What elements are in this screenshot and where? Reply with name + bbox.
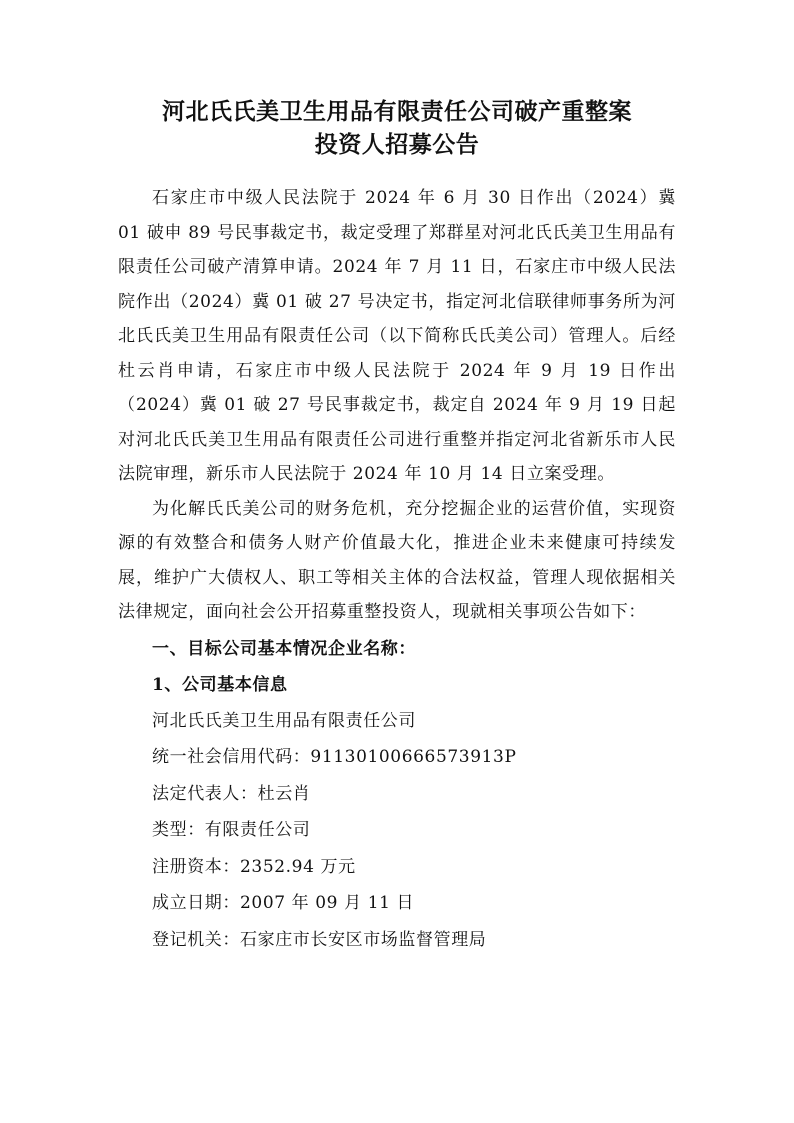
title-line-2: 投资人招募公告 [314, 131, 480, 158]
info-legal-representative: 法定代表人：杜云肖 [152, 783, 311, 804]
subsection-heading-basic-info: 1、公司基本信息 [152, 675, 288, 695]
info-company-name: 河北氏氏美卫生用品有限责任公司 [152, 710, 416, 731]
document-page [118, 95, 676, 958]
title-line-1: 河北氏氏美卫生用品有限责任公司破产重整案 [162, 98, 632, 125]
paragraph-recruitment-purpose: 为化解氏氏美公司的财务危机，充分挖掘企业的运营价值，实现资源的有效整合和债务人财产价值最大化，推进企业未来健康可持续发展，维护广大债权人、职工等相关主体的合法权益，管理人现依据相关法律规定，面向社会公开招募重整投资人，现就相关事项公告如下： [118, 498, 676, 622]
info-credit-code: 统一社会信用代码：91130100666573913P [152, 747, 517, 767]
section-heading-target-company: 一、目标公司基本情况企业名称： [152, 638, 416, 659]
info-registration-authority: 登记机关：石家庄市长安区市场监督管理局 [152, 929, 487, 950]
paragraph-court-proceedings: 石家庄市中级人民法院于 2024 年 6 月 30 日作出（2024）冀 01 破申 89 号民事裁定书，裁定受理了郑群星对河北氏氏美卫生用品有限责任公司破产清算申请。2024 年 7 月 11 日，石家庄市中级人民法院作出（2024）冀 01 破 27 号决定书，指定河北信联律师事务所为河北氏氏美卫生用品有限责任公司（以下简称氏氏美公司）管理人。后经杜云肖申请，石家庄市中级人民法院于 2024 年 9 月 19 日作出（2024）冀 01 破 27 号民事裁定书，裁定自 2024 年 9 月 19 日起对河北氏氏美卫生用品有限责任公司进行重整并指定河北省新乐市人民法院审理，新乐市人民法院于 2024 年 10 月 14 日立案受理。 [118, 188, 676, 484]
info-company-type: 类型：有限责任公司 [152, 820, 311, 840]
info-registered-capital: 注册资本：2352.94 万元 [152, 856, 356, 877]
document-title [118, 95, 676, 161]
company-info-list [118, 703, 676, 959]
info-establishment-date: 成立日期：2007 年 09 月 11 日 [152, 893, 415, 913]
